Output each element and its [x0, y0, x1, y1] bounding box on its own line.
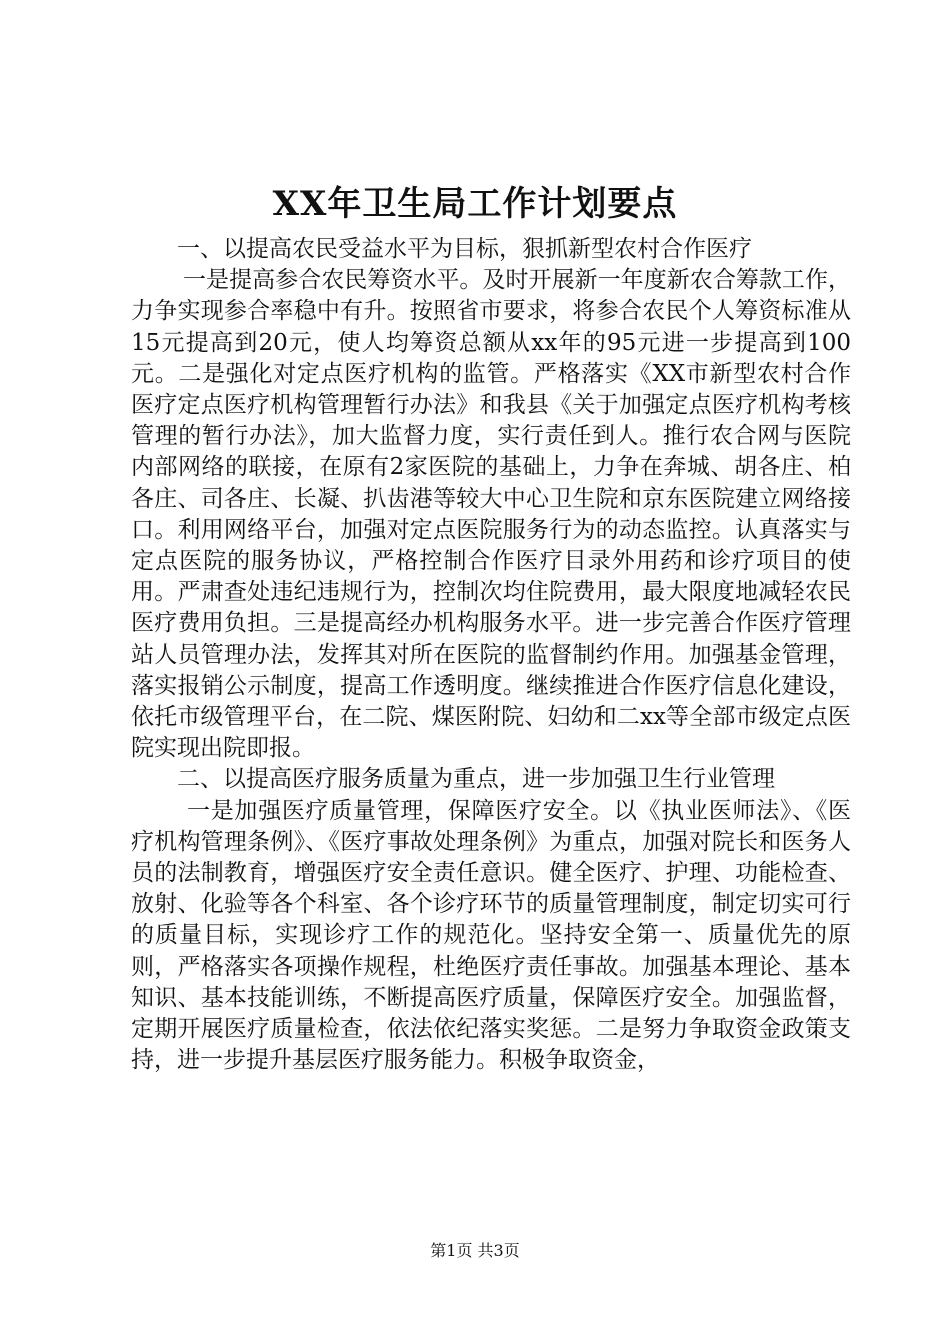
document-title: XX年卫生局工作计划要点	[272, 184, 678, 224]
section-1-heading: 一、以提高农民受益水平为目标，狠抓新型农村合作医疗	[177, 236, 752, 262]
document-body	[131, 234, 851, 1076]
page-footer: 第1页 共3页	[430, 1241, 520, 1260]
section-1-paragraph: 一是提高参合农民筹资水平。及时开展新一年度新农合筹款工作，力争实现参合率稳中有升。按照省市要求，将参合农民个人筹资标准从15元提高到20元，使人均筹资总额从xx年的95元进一步提高到100元。二是强化对定点医疗机构的监管。严格落实《XX市新型农村合作医疗定点医疗机构管理暂行办法》和我县《关于加强定点医疗机构考核管理的暂行办法》，加大监督力度，实行责任到人。推行农合网与医院内部网络的联接，在原有2家医院的基础上，力争在奔城、胡各庄、柏各庄、司各庄、长凝、扒齿港等较大中心卫生院和京东医院建立网络接口。利用网络平台，加强对定点医院服务行为的动态监控。认真落实与定点医院的服务协议，严格控制合作医疗目录外用药和诊疗项目的使用。严肃查处违纪违规行为，控制次均住院费用，最大限度地减轻农民医疗费用负担。三是提高经办机构服务水平。进一步完善合作医疗管理站人员管理办法，发挥其对所在医院的监督制约作用。加强基金管理，落实报销公示制度，提高工作透明度。继续推进合作医疗信息化建设，依托市级管理平台，在二院、煤医附院、妇幼和二xx等全部市级定点医院实现出院即报。	[131, 267, 851, 762]
section-2-heading: 二、以提高医疗服务质量为重点，进一步加强卫生行业管理	[177, 766, 775, 793]
section-2-paragraph: 一是加强医疗质量管理，保障医疗安全。以《执业医师法》、《医疗机构管理条例》、《医疗事故处理条例》为重点，加强对院长和医务人员的法制教育，增强医疗安全责任意识。健全医疗、护理、功能检查、放射、化验等各个科室、各个诊疗环节的质量管理制度，制定切实可行的质量目标，实现诊疗工作的规范化。坚持安全第一、质量优先的原则，严格落实各项操作规程，杜绝医疗责任事故。加强基本理论、基本知识、基本技能训练，不断提高医疗质量，保障医疗安全。加强监督，定期开展医疗质量检查，依法依纪落实奖惩。二是努力争取资金政策支持，进一步提升基层医疗服务能力。积极争取资金，	[131, 797, 851, 1074]
